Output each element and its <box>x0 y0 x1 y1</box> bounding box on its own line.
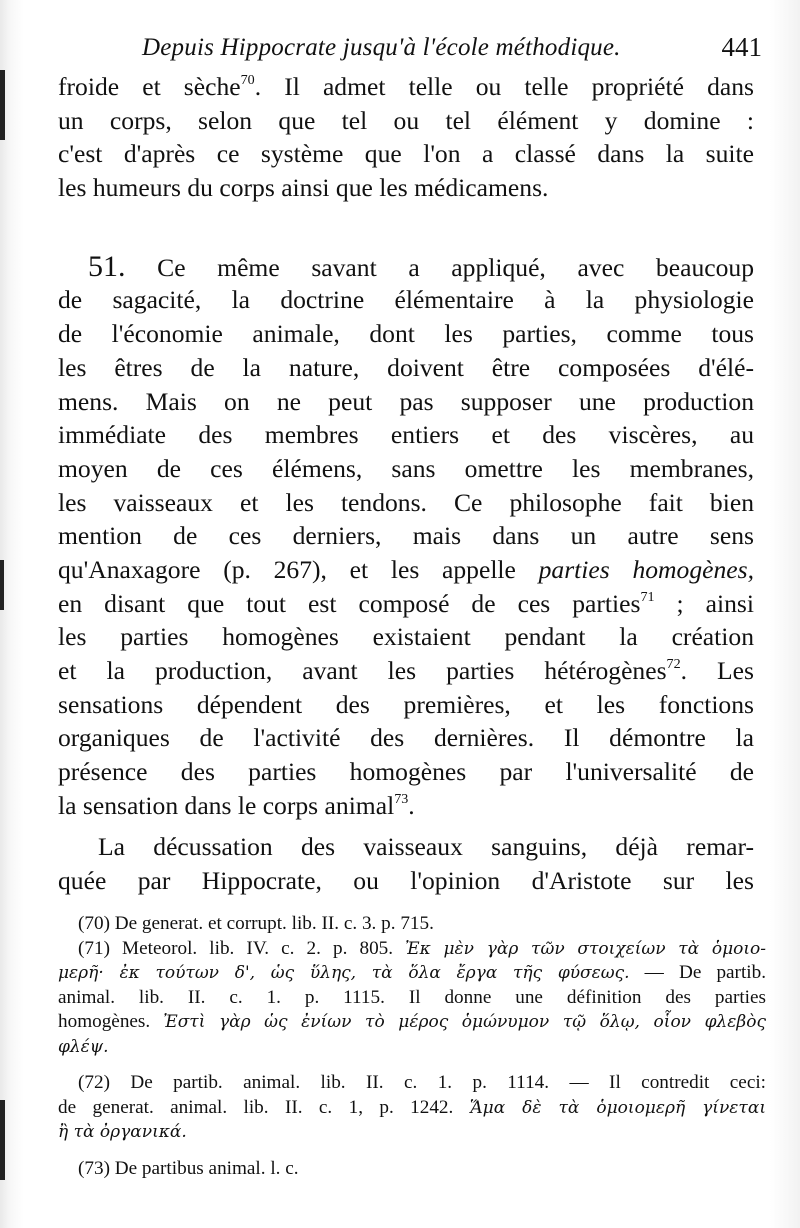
text-line: mens. Mais on ne peut pas supposer une production <box>58 386 754 416</box>
text-line: c'est d'après ce système que l'on a classé dans la suite <box>58 139 754 169</box>
footnote-ref: 70 <box>240 71 255 88</box>
footnote-line: de generat. animal. lib. II. c. 1, p. 1242. Ἅμα δὲ τὰ ὁμοιομερῆ γίνεται <box>58 1096 766 1118</box>
footnote-73: (73) De partibus animal. l. c. <box>78 1157 299 1179</box>
text-line: La décussation des vaisseaux sanguins, déjà remar- <box>98 832 754 862</box>
footnote-72: (72) De partib. animal. lib. II. c. 1. p. 1114. — Il contredit ceci: <box>78 1072 766 1093</box>
greek-quote: Ἐστὶ γὰρ ὡς ἐνίων τὸ μέρος ὁμώνυμον τῷ ὅλῳ, οἷον φλεβὸς <box>163 1012 766 1032</box>
text-line: moyen de ces élémens, sans omettre les membranes, <box>58 453 754 483</box>
text-line: sensations dépendent des premières, et les fonctions <box>58 689 754 719</box>
page-header <box>142 30 762 70</box>
text-line: organiques de l'activité des dernières. Il démontre la <box>58 723 754 753</box>
main-text <box>58 70 754 898</box>
footnote-71: (71) Meteorol. lib. IV. c. 2. p. 805. Ἐκ μὲν γὰρ τῶν στοιχείων τὰ ὁμοιο- <box>78 937 767 959</box>
page-number: 441 <box>721 32 762 62</box>
text-line: les parties homogènes existaient pendant la création <box>58 622 754 652</box>
text-line: les humeurs du corps ainsi que les médicamens. <box>58 173 549 203</box>
page-edge-shadow <box>0 1100 5 1180</box>
page-edge-shadow <box>0 70 5 140</box>
page-edge-shadow <box>0 560 4 610</box>
text-line: les êtres de la nature, doivent être composées d'élé- <box>58 352 754 382</box>
greek-quote: φλέψ. <box>58 1036 109 1057</box>
greek-quote: Ἅμα δὲ τὰ ὁμοιομερῆ γίνεται <box>469 1097 766 1118</box>
text-line: immédiate des membres entiers et des viscères, au <box>58 420 754 450</box>
footnotes <box>58 912 766 1181</box>
footnote-ref: 73 <box>394 790 409 807</box>
text-line: de sagacité, la doctrine élémentaire à la physiologie <box>58 285 754 315</box>
footnote-line <box>58 1120 766 1145</box>
footnote-ref: 72 <box>666 655 681 672</box>
text-line: de l'économie animale, dont les parties, comme tous <box>58 319 754 349</box>
text-line: quée par Hippocrate, ou l'opinion d'Aristote sur les <box>58 866 754 896</box>
footnote-line: μερῆ· ἐκ τούτων δ', ὡς ὕλης, τὰ ὅλα ἔργα τῆς φύσεως. — De partib. <box>58 962 766 983</box>
footnote-line <box>58 1035 766 1060</box>
greek-quote: Ἐκ μὲν γὰρ τῶν στοιχείων τὰ ὁμοιο- <box>405 938 767 959</box>
running-title: Depuis Hippocrate jusqu'à l'école méthodique. <box>142 34 621 61</box>
text-line: et la production, avant les parties hétérogènes$^{72}$. Les <box>58 655 754 685</box>
text-line: qu'Anaxagore (p. 267), et les appelle parties homogènes, <box>58 554 754 584</box>
footnote-ref: 71 <box>640 588 655 605</box>
paragraph-number: 51. <box>88 249 126 283</box>
text-line: la sensation dans le corps animal$^{73}$. <box>58 790 415 820</box>
italic-term: parties homogènes, <box>538 554 754 584</box>
footnote-70: (70) De generat. et corrupt. lib. II. c. 3. p. 715. <box>78 913 434 934</box>
footnote-line: homogènes. Ἐστὶ γὰρ ὡς ἐνίων τὸ μέρος ὁμώνυμον τῷ ὅλῳ, οἷον φλεβὸς <box>58 1011 766 1032</box>
text-line: un corps, selon que tel ou tel élément y domine : <box>58 105 754 135</box>
greek-quote: μερῆ· ἐκ τούτων δ', ὡς ὕλης, τὰ ὅλα ἔργα τῆς φύσεως. <box>58 963 630 983</box>
text-line: présence des parties homogènes par l'universalité de <box>58 757 754 787</box>
footnote-line: animal. lib. II. c. 1. p. 1115. Il donne une définition des parties <box>58 986 766 1008</box>
text-line: 51. Ce même savant a appliqué, avec beaucoup <box>88 249 754 283</box>
text-line: mention de ces derniers, mais dans un autre sens <box>58 521 754 551</box>
text-line: les vaisseaux et les tendons. Ce philosophe fait bien <box>58 487 754 517</box>
text-line: en disant que tout est composé de ces parties$^{71}$ ; ainsi <box>58 588 754 618</box>
text-line: froide et sèche$^{70}$. Il admet telle ou telle propriété dans <box>58 71 754 101</box>
greek-quote: ἢ τὰ ὀργανικά. <box>58 1122 187 1142</box>
